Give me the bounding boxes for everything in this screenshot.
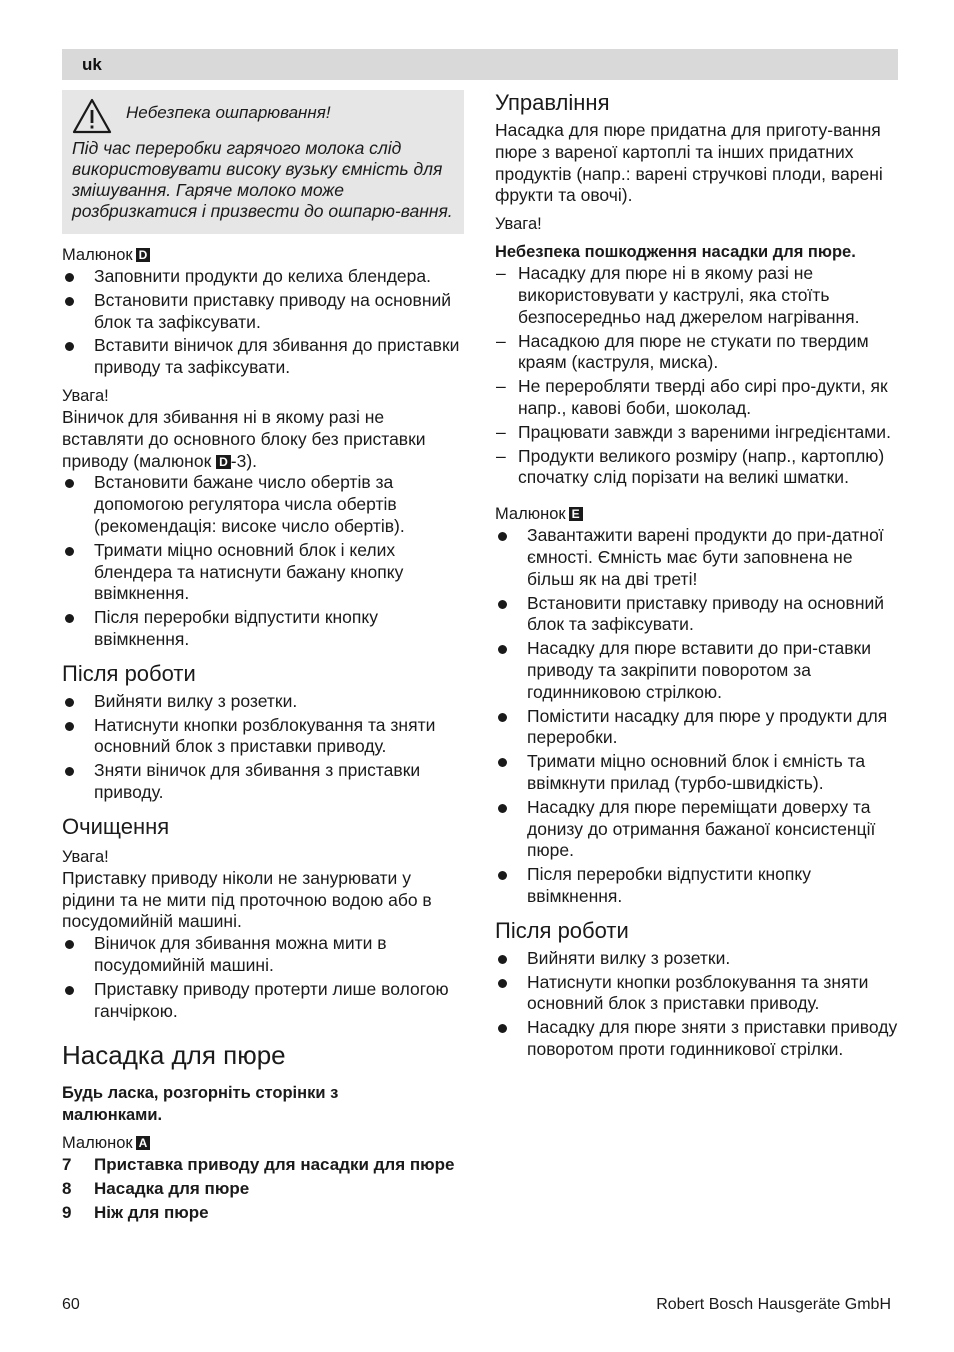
figure-badge-e: E bbox=[569, 507, 583, 521]
list-item: Віничок для збивання можна мити в посудомийній машині. bbox=[62, 933, 464, 977]
attention-label-2: Увага! bbox=[62, 847, 109, 866]
attention-text-2: Приставку приводу ніколи не занурювати у рідини та не мити під проточною водою або в посудомийній машині. bbox=[62, 867, 432, 932]
attention-text-1: Віничок для збивання ні в якому разі не вставляти до основного блоку без приставки приводу (малюнок D -3). bbox=[62, 406, 426, 471]
dash-list bbox=[495, 263, 900, 489]
part-number: 7 bbox=[62, 1155, 72, 1175]
cleaning-heading: Очищення bbox=[62, 813, 170, 839]
list-item: Вийняти вилку з розетки. bbox=[62, 691, 464, 713]
part-item bbox=[62, 1178, 464, 1200]
after-work-list bbox=[62, 691, 464, 804]
after-work-heading: Після роботи bbox=[62, 660, 196, 686]
figure-badge-d-inline: D bbox=[216, 455, 231, 469]
steps-list-1 bbox=[62, 266, 464, 379]
list-item: Помістити насадку для пюре у продукти для переробки. bbox=[495, 706, 900, 750]
figure-label-a: Малюнок A bbox=[62, 1132, 464, 1154]
list-item: Натиснути кнопки розблокування та зняти основний блок з приставки приводу. bbox=[495, 972, 900, 1016]
part-number: 9 bbox=[62, 1202, 72, 1222]
list-item: Вийняти вилку з розетки. bbox=[495, 948, 900, 970]
list-item: Насадку для пюре переміщати доверху та донизу до отримання бажаної консистенції пюре. bbox=[495, 797, 900, 862]
after-work-list-right bbox=[495, 948, 900, 1061]
unfold-pages-note: Будь ласка, розгорніть сторінки з малюнками. bbox=[62, 1084, 339, 1125]
right-column bbox=[495, 90, 900, 1063]
list-item: Приставку приводу протерти лише вологою ганчіркою. bbox=[62, 979, 464, 1023]
list-item: Насадку для пюре вставити до при-ставки приводу та закріпити поворотом за годинниковою стрілкою. bbox=[495, 638, 900, 703]
list-item: Зняти віничок для збивання з приставки приводу. bbox=[62, 760, 464, 804]
list-item: Насадку для пюре зняти з приставки приводу поворотом проти годинникової стрілки. bbox=[495, 1017, 900, 1061]
attention-label-right: Увага! bbox=[495, 215, 542, 234]
list-item: – Насадкою для пюре не стукати по твердим краям (каструля, миска). bbox=[495, 331, 900, 375]
steps-list-2 bbox=[62, 472, 464, 650]
list-item: Завантажити варені продукти до при-датної ємності. Ємність має бути заповнена не більш як на дві треті! bbox=[495, 525, 900, 590]
list-item: – Продукти великого розміру (напр., картоплю) спочатку слід порізати на великі шматки. bbox=[495, 446, 900, 490]
list-item: Натиснути кнопки розблокування та зняти основний блок з приставки приводу. bbox=[62, 715, 464, 759]
figure-badge-a: A bbox=[136, 1136, 151, 1150]
left-column bbox=[62, 90, 464, 1226]
cleaning-list bbox=[62, 933, 464, 1022]
figure-label-e: Малюнок E bbox=[495, 503, 900, 525]
part-text: Насадка для пюре bbox=[94, 1179, 250, 1199]
list-item: Після переробки відпустити кнопку ввімкнення. bbox=[62, 607, 464, 651]
warning-triangle-icon bbox=[72, 98, 112, 134]
warning-title: Небезпека ошпарювання! bbox=[126, 103, 331, 122]
steps-list-right bbox=[495, 525, 900, 908]
warning-text: Під час переробки гарячого молока слід використовувати високу вузьку ємність для змішування. Гаряче молоко може розбризкатися і призвести до ошпарю-вання. bbox=[72, 138, 453, 221]
list-item: Встановити приставку приводу на основний блок та зафіксувати. bbox=[495, 593, 900, 637]
part-text: Приставка приводу для насадки для пюре bbox=[94, 1155, 455, 1175]
language-bar bbox=[62, 49, 898, 80]
figure-badge-d: D bbox=[136, 248, 151, 262]
list-item: Встановити приставку приводу на основний блок та зафіксувати. bbox=[62, 290, 464, 334]
list-item: Тримати міцно основний блок і ємність та ввімкнути прилад (турбо-швидкість). bbox=[495, 751, 900, 795]
puree-heading: Насадка для пюре bbox=[62, 1040, 286, 1071]
page-number: 60 bbox=[62, 1296, 80, 1313]
part-item bbox=[62, 1202, 464, 1224]
part-text: Ніж для пюре bbox=[94, 1202, 209, 1222]
list-item: – Насадку для пюре ні в якому разі не використовувати у каструлі, яка стоїть безпосередньо над джерелом нагрівання. bbox=[495, 263, 900, 328]
language-code: uk bbox=[82, 55, 102, 74]
control-heading: Управління bbox=[495, 90, 610, 115]
figure-label-d: Малюнок D bbox=[62, 244, 464, 266]
after-work-heading-right: Після роботи bbox=[495, 917, 629, 943]
parts-list bbox=[62, 1154, 464, 1223]
list-item: Після переробки відпустити кнопку ввімкнення. bbox=[495, 864, 900, 908]
control-text: Насадка для пюре придатна для приготу-вання пюре з вареної картоплі та інших придатних продуктів (напр.: варені стручкові плоди, варені фрукти та овочі). bbox=[495, 120, 883, 206]
footer-company: Robert Bosch Hausgeräte GmbH bbox=[656, 1296, 891, 1313]
part-number: 8 bbox=[62, 1179, 72, 1199]
list-item: – Не переробляти тверді або сирі про-дукти, як напр., кавові боби, шоколад. bbox=[495, 376, 900, 420]
attention-label-1: Увага! bbox=[62, 386, 109, 405]
list-item: Встановити бажане число обертів за допомогою регулятора числа обертів (рекомендація: високе число обертів). bbox=[62, 472, 464, 537]
list-item: Вставити віничок для збивання до приставки приводу та зафіксувати. bbox=[62, 335, 464, 379]
danger-text: Небезпека пошкодження насадки для пюре. bbox=[495, 243, 856, 262]
warning-box bbox=[62, 90, 464, 234]
list-item: Тримати міцно основний блок і келих блендера та натиснути бажану кнопку ввімкнення. bbox=[62, 540, 464, 605]
list-item: – Працювати завжди з вареними інгредієнтами. bbox=[495, 422, 900, 444]
list-item: Заповнити продукти до келиха блендера. bbox=[62, 266, 464, 288]
part-item bbox=[62, 1154, 464, 1176]
